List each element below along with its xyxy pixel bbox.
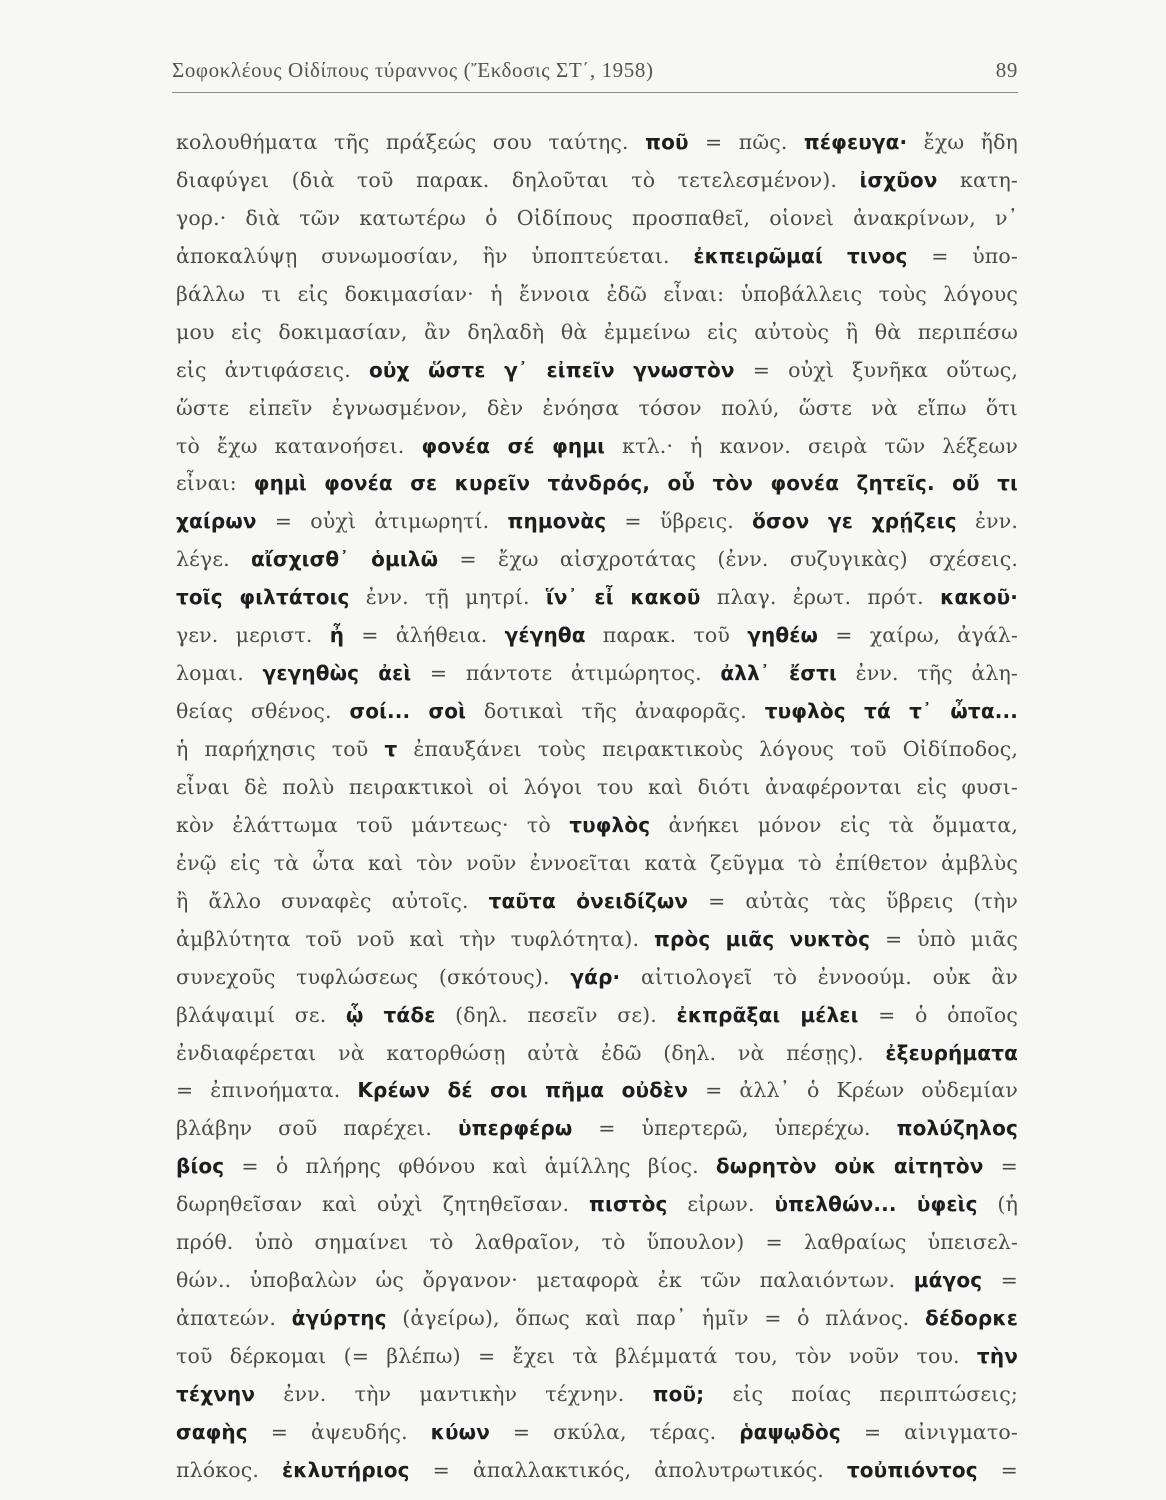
lemma-term: ἰσχῦον	[859, 167, 938, 192]
text-line	[176, 769, 1018, 807]
gloss-text: = οὐχὶ ἀτιμωρητί.	[256, 509, 508, 534]
lemma-term: ἦ	[329, 623, 345, 648]
gloss-text: αἰτιολογεῖ τὸ ἐννοούμ. οὐκ ἂν	[620, 964, 1018, 989]
gloss-text: ἀνήκει μόνον εἰς τὰ ὄμματα,	[650, 812, 1018, 837]
text-line	[176, 1186, 1018, 1224]
gloss-text: = ὑπο-	[907, 243, 1018, 268]
gloss-text: = ἐπινοήματα.	[176, 1078, 358, 1103]
gloss-text: ἐνν. τῆς ἀλη-	[836, 661, 1018, 686]
lemma-term: ἐκλυτήριος	[281, 1457, 410, 1482]
gloss-text: ἡ παρήχησις τοῦ	[176, 737, 385, 761]
running-head-title: Σοφοκλέους Οἰδίπους τύραννος (Ἔκδοσις ΣΤ΄, 1958)	[172, 58, 654, 82]
gloss-text: = χαίρω, ἀγάλ-	[818, 623, 1018, 648]
gloss-text: ἀποκαλύψῃ συνωμοσίαν, ἣν ὑποπτεύεται.	[176, 243, 694, 268]
gloss-text: κτλ.· ἡ κανον. σειρὰ τῶν λέξεων	[605, 433, 1019, 458]
text-line	[176, 465, 1018, 503]
text-line	[176, 276, 1018, 314]
gloss-text: κολουθήματα τῆς πράξεώς σου ταύτης.	[176, 130, 646, 154]
gloss-text: τοῦ δέρκομαι (= βλέπω) = ἔχει τὰ βλέμματά του, τὸν νοῦν του.	[176, 1344, 977, 1368]
gloss-text: γεν. μεριστ.	[176, 623, 330, 648]
lemma-term: ποῦ	[645, 130, 689, 154]
text-line	[176, 997, 1018, 1035]
text-line	[176, 579, 1018, 617]
gloss-text: κὸν ἐλάττωμα τοῦ μάντεως· τὸ	[176, 812, 570, 837]
gloss-text: εἶναι:	[176, 471, 254, 496]
lemma-term: ᾧ τάδε	[345, 1002, 436, 1027]
lemma-term: αἴσχισθ᾿ ὁμιλῶ	[251, 547, 439, 572]
text-line	[176, 959, 1018, 997]
gloss-text: ἢ ἄλλο συναφὲς αὐτοῖς.	[176, 888, 489, 913]
gloss-text: ἐνῷ εἰς τὰ ὦτα καὶ τὸν νοῦν ἐννοεῖται κατὰ ζεῦγμα τὸ ἐπίθετον ἀμβλὺς	[176, 850, 1018, 875]
gloss-text: γορ.· διὰ τῶν κατωτέρω ὁ Οἰδίπους προσπαθεῖ, οἱονεὶ ἀνακρίνων, ν᾿	[176, 205, 1018, 230]
lemma-term: πημονὰς	[507, 509, 607, 534]
lemma-term: τοὐπιόντος	[846, 1457, 978, 1482]
gloss-text: = σκύλα, τέρας.	[490, 1419, 740, 1444]
gloss-text: = πάντοτε ἀτιμώρητος.	[411, 661, 721, 686]
lemma-term: σαφὴς	[176, 1419, 248, 1444]
gloss-text: = ἀψευδής.	[247, 1419, 431, 1444]
gloss-text: δοτικαὶ τῆς ἀναφορᾶς.	[466, 699, 765, 724]
text-line	[176, 1376, 1018, 1414]
lemma-term: δωρητὸν οὐκ αἰτητὸν	[715, 1154, 984, 1179]
lemma-term: πιστὸς	[589, 1192, 668, 1217]
gloss-text: εἰς ποίας περιπτώσεις;	[704, 1381, 1018, 1406]
text-line	[176, 655, 1018, 693]
text-line	[176, 1300, 1018, 1338]
gloss-text: ἐνδιαφέρεται νὰ κατορθώσῃ αὐτὰ ἐδῶ (δηλ. νὰ πέσῃς).	[176, 1040, 886, 1065]
gloss-text: πλόκος.	[176, 1457, 282, 1482]
lemma-term: ἐξευρήματα	[885, 1040, 1018, 1065]
gloss-text: πρόθ. ὑπὸ σημαίνει τὸ λαθραῖον, τὸ ὕπουλον) = λαθραίως ὑπεισελ-	[176, 1230, 1018, 1255]
lemma-term: πολύζηλος	[896, 1116, 1019, 1141]
gloss-text: =	[983, 1154, 1018, 1179]
lemma-term: βίος	[176, 1154, 225, 1179]
gloss-text: ἐνν. τῇ μητρί.	[349, 585, 546, 610]
lemma-term: γάρ·	[570, 964, 621, 989]
gloss-text: παρακ. τοῦ	[585, 623, 748, 648]
text-line	[176, 731, 1018, 769]
lemma-term: Κρέων δέ σοι πῆμα οὐδὲν	[357, 1078, 689, 1103]
gloss-text: (δηλ. πεσεῖν σε).	[435, 1002, 677, 1027]
lemma-term: ταῦτα ὀνειδίζων	[488, 888, 689, 913]
lemma-term: τοῖς φιλτάτοις	[176, 585, 350, 610]
lemma-term: ῥαψῳδὸς	[739, 1419, 841, 1444]
gloss-text: συνεχοῦς τυφλώσεως (σκότους).	[176, 964, 571, 989]
lemma-term: πρὸς μιᾶς νυκτὸς	[654, 926, 871, 951]
text-line	[176, 1072, 1018, 1110]
gloss-text: ἐνν.	[956, 509, 1018, 534]
running-head	[172, 58, 1018, 88]
text-line	[176, 390, 1018, 428]
gloss-text: κατη-	[937, 167, 1018, 192]
text-line	[176, 693, 1018, 731]
lemma-term: σοί... σοὶ	[349, 699, 467, 724]
lemma-term: γηθέω	[747, 623, 819, 648]
gloss-text: λέγε.	[176, 547, 252, 572]
text-line	[176, 1110, 1018, 1148]
lemma-term: πέφευγα·	[803, 130, 908, 154]
lemma-term: φημὶ φονέα σε κυρεῖν τἀνδρός, οὗ τὸν φονέα ζητεῖς. οὔ τι	[253, 471, 1018, 496]
gloss-text: = ἀλήθεια.	[344, 623, 505, 648]
lemma-term: ἀλλ᾿ ἔστι	[720, 661, 837, 686]
gloss-text: λομαι.	[176, 661, 263, 686]
text-line	[176, 617, 1018, 655]
gloss-text: μου εἰς δοκιμασίαν, ἂν δηλαδὴ θὰ ἐμμείνω εἰς αὐτοὺς ἢ θὰ περιπέσω	[176, 319, 1018, 344]
lemma-term: τυφλὸς τά τ᾿ ὦτα...	[764, 699, 1018, 724]
text-line	[176, 1224, 1018, 1262]
gloss-text: = ἀλλ᾿ ὁ Κρέων οὐδεμίαν	[688, 1078, 1019, 1103]
page-number: 89	[995, 58, 1018, 82]
gloss-text: = οὐχὶ ξυνῆκα οὕτως,	[734, 357, 1018, 382]
text-line	[176, 503, 1018, 541]
gloss-text: ἐπαυξάνει τοὺς πειρακτικοὺς λόγους τοῦ Οἰδίποδος,	[397, 737, 1018, 761]
lemma-term: τ	[384, 737, 398, 761]
text-line	[176, 238, 1018, 276]
lemma-term: οὐχ ὥστε γ᾿ εἰπεῖν γνωστὸν	[368, 357, 735, 382]
gloss-text: βλάψαιμί σε.	[176, 1002, 346, 1027]
gloss-text: διαφύγει (διὰ τοῦ παρακ. δηλοῦται τὸ τετελεσμένον).	[176, 167, 860, 192]
gloss-text: = ὁ ὁποῖος	[858, 1002, 1018, 1027]
lemma-term: χαίρων	[176, 509, 257, 534]
text-line	[176, 428, 1018, 466]
gloss-text: ἀπατεών.	[176, 1306, 292, 1331]
gloss-text: θών.. ὑποβαλὼν ὡς ὄργανον· μεταφορὰ ἐκ τῶν παλαιόντων.	[176, 1268, 914, 1293]
text-line	[176, 845, 1018, 883]
lemma-term: ὑπελθών... ὑφεὶς	[774, 1192, 978, 1217]
lemma-term: κακοῦ·	[940, 585, 1018, 610]
lemma-term: τυφλὸς	[569, 812, 651, 837]
lemma-term: ποῦ;	[652, 1381, 705, 1406]
lemma-term: ἵν᾿ εἶ κακοῦ	[545, 585, 701, 610]
text-line	[176, 352, 1018, 390]
gloss-text: δωρηθεῖσαν καὶ οὐχὶ ζητηθεῖσαν.	[176, 1192, 590, 1217]
lemma-term: τέχνην	[176, 1381, 256, 1406]
text-line	[176, 314, 1018, 352]
text-line	[176, 1148, 1018, 1186]
lemma-term: μάγος	[913, 1268, 983, 1293]
gloss-text: = ὑπὸ μιᾶς	[870, 926, 1018, 951]
lemma-term: γέγηθα	[504, 623, 586, 648]
text-line	[176, 541, 1018, 579]
lemma-term: γεγηθὼς ἀεὶ	[262, 661, 412, 686]
gloss-text: εἶναι δὲ πολὺ πειρακτικοὶ οἱ λόγοι του καὶ διότι ἀναφέρονται εἰς φυσι-	[176, 774, 1018, 799]
gloss-text: εἰρων.	[667, 1192, 775, 1217]
gloss-text: εἰς ἀντιφάσεις.	[176, 357, 369, 382]
gloss-text: = ὁ πλήρης φθόνου καὶ ἁμίλλης βίος.	[224, 1154, 716, 1179]
gloss-text: πλαγ. ἐρωτ. πρότ.	[700, 585, 941, 610]
text-line	[176, 1035, 1018, 1073]
gloss-text: βλάβην σοῦ παρέχει.	[176, 1116, 458, 1141]
header-rule	[172, 92, 1018, 93]
gloss-text: = αὐτὰς τὰς ὕβρεις (τὴν	[688, 888, 1019, 913]
text-line	[176, 921, 1018, 959]
lemma-term: ὑπερφέρω	[457, 1116, 573, 1141]
text-line	[176, 1262, 1018, 1300]
gloss-text: =	[977, 1457, 1018, 1482]
lemma-term: κύων	[430, 1419, 490, 1444]
lemma-term: τὴν	[976, 1344, 1018, 1368]
lemma-term: ἀγύρτης	[291, 1306, 387, 1331]
gloss-text: (ἡ	[977, 1192, 1019, 1217]
lemma-term: ἐκπειρῶμαί τινος	[693, 243, 908, 268]
gloss-text: θείας σθένος.	[176, 699, 350, 724]
text-line	[176, 807, 1018, 845]
gloss-text: ὥστε εἰπεῖν ἐγνωσμένον, δὲν ἐνόησα τόσον πολύ, ὥστε νὰ εἴπω ὅτι	[176, 395, 1018, 420]
gloss-text: ἐνν. τὴν μαντικὴν τέχνην.	[255, 1381, 653, 1406]
text-line	[176, 200, 1018, 238]
gloss-text: ἔχω ἤδη	[907, 130, 1018, 154]
gloss-text: = ἀπαλλακτικός, ἀπολυτρωτικός.	[409, 1457, 847, 1482]
gloss-text: ἀμβλύτητα τοῦ νοῦ καὶ τὴν τυφλότητα).	[176, 926, 655, 951]
text-line	[176, 1338, 1018, 1376]
lemma-term: φονέα σέ φημι	[421, 433, 606, 458]
text-line	[176, 1452, 1018, 1490]
text-line	[176, 883, 1018, 921]
gloss-text: (ἀγείρω), ὅπως καὶ παρ᾿ ἡμῖν = ὁ πλάνος.	[386, 1306, 925, 1331]
gloss-text: =	[982, 1268, 1018, 1293]
gloss-text: βάλλω τι εἰς δοκιμασίαν· ἡ ἔννοια ἐδῶ εἶναι: ὑποβάλλεις τοὺς λόγους	[176, 281, 1018, 306]
gloss-text: = πῶς.	[688, 130, 804, 154]
lemma-term: ἐκπρᾶξαι μέλει	[676, 1002, 859, 1027]
gloss-text: = ὕβρεις.	[606, 509, 753, 534]
gloss-text: τὸ ἔχω κατανοήσει.	[176, 433, 422, 458]
text-line	[176, 1414, 1018, 1452]
gloss-text: = ἔχω αἰσχροτάτας (ἐνν. συζυγικὰς) σχέσεις.	[438, 547, 1018, 572]
text-line	[176, 124, 1018, 162]
text-line	[176, 162, 1018, 200]
gloss-text: = αἰνιγματο-	[840, 1419, 1018, 1444]
commentary-text	[176, 124, 1018, 1490]
lemma-term: ὅσον γε χρῄζεις	[752, 509, 957, 534]
lemma-term: δέδορκε	[924, 1306, 1018, 1331]
gloss-text: = ὑπερτερῶ, ὑπερέχω.	[572, 1116, 897, 1141]
